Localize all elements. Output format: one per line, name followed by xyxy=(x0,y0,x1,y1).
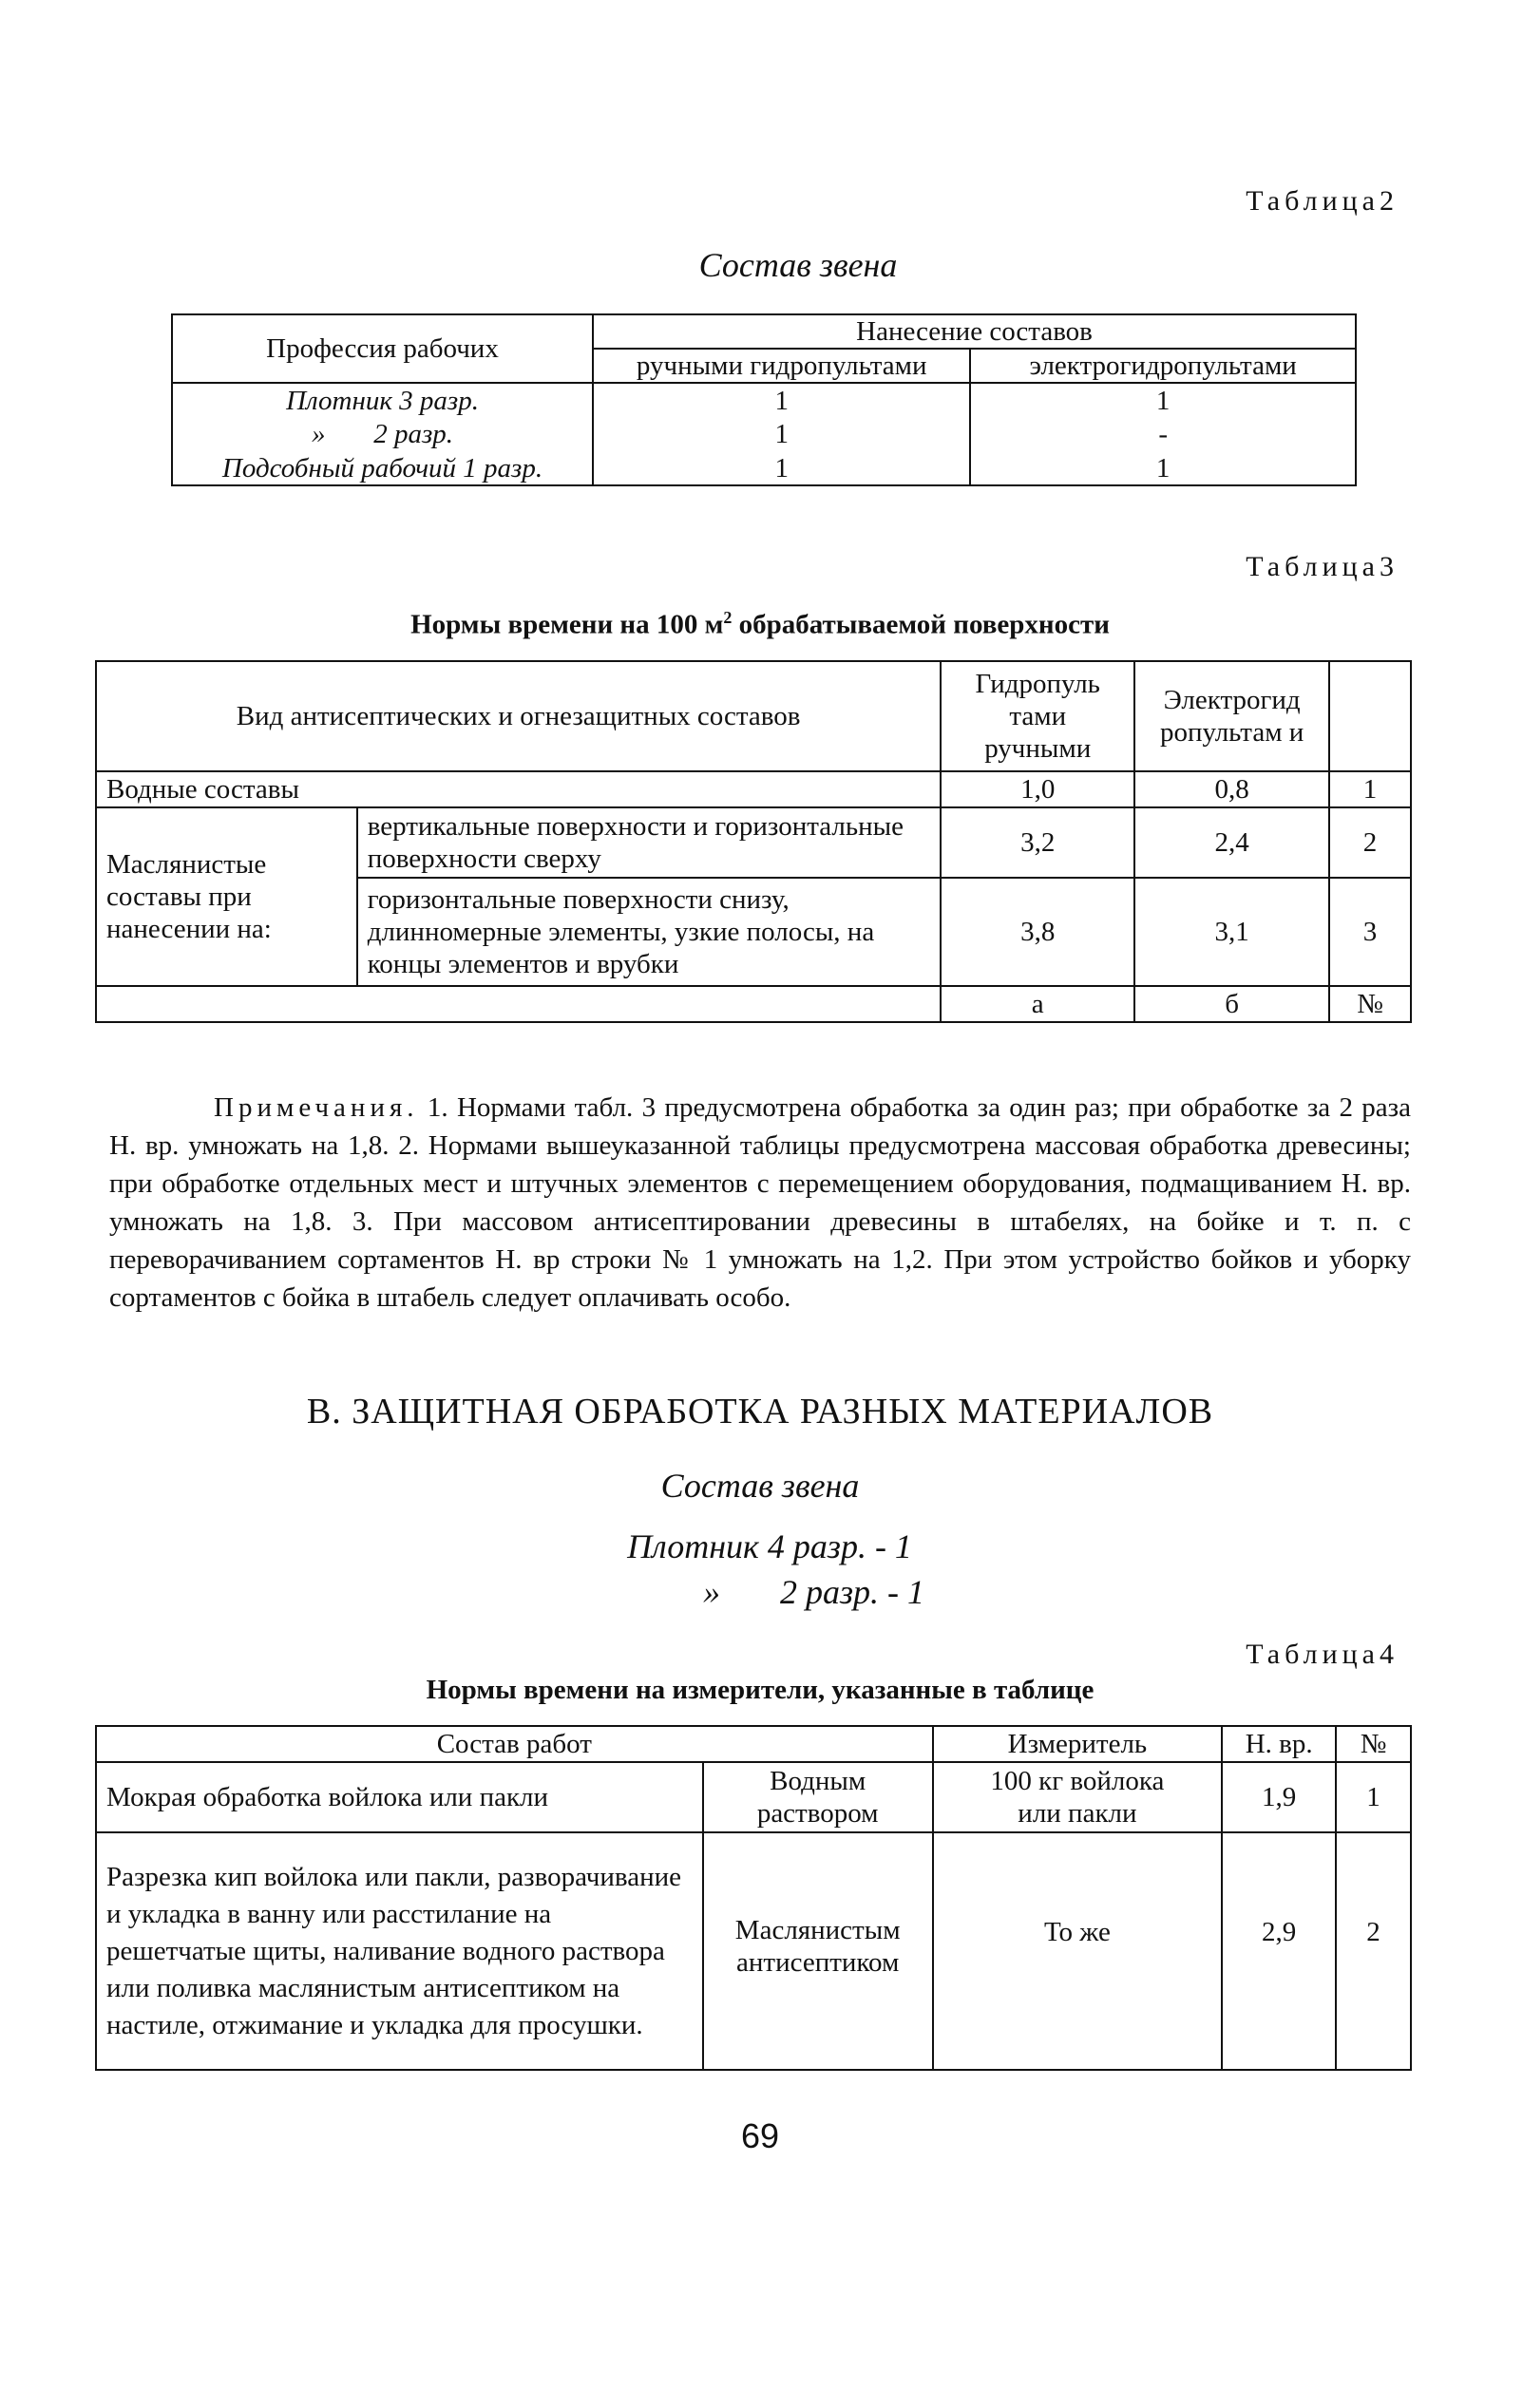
crew-head-application: Нанесение составов xyxy=(593,314,1356,349)
crew-row-electro: - xyxy=(970,417,1356,451)
measures-row-work: Разрезка кип войлока или пакли, разворачивание и укладка в ванну или расстилание на решетчатые щиты, наливание водного раствора или поливка маслянистым антисептиком на настиле, отжимание и укладка для просушки. xyxy=(96,1832,703,2070)
measures-row-method: Маслянистым антисептиком xyxy=(703,1832,933,2070)
norms-row-label: Водные составы xyxy=(96,771,941,807)
norms-footer-no: № xyxy=(1329,986,1411,1022)
crew-row-electro: 1 xyxy=(970,383,1356,417)
norms-footer-a: а xyxy=(941,986,1134,1022)
norms-footer-empty xyxy=(96,986,941,1022)
measures-head-no: № xyxy=(1336,1726,1411,1762)
table-row xyxy=(172,417,1356,451)
table-row xyxy=(172,383,1356,417)
notes-text: 1. Нормами табл. 3 предусмотрена обработка за один раз; при обработке за 2 раза Н. вр. умножать на 1,8. 2. Нормами вышеуказанной таблицы предусмотрена массовая обработка древесины; при обработке отдельных мест и штучных элементов с перемещением оборудования, подмащиванием Н. вр. умножать на 1,8. 3. При массовом антисептировании древесины в штабелях, на бойке и т. п. с переворачиванием сортаментов Н. вр строки № 1 умножать на 1,2. При этом устройство бойков и уборку сортаментов с бойка в штабель следует оплачивать особо. xyxy=(109,1092,1411,1313)
table4-caption: Таблица4 xyxy=(1246,1639,1399,1670)
table2-title: Состав звена xyxy=(698,246,898,284)
norms-row-no: 1 xyxy=(1329,771,1411,807)
crew-row-manual: 1 xyxy=(593,451,970,485)
table3-title-text-end: обрабатываемой поверхности xyxy=(732,609,1110,640)
norms-row-b: 0,8 xyxy=(1134,771,1329,807)
norms-head-electro: Электрогид ропультам и xyxy=(1134,661,1329,771)
table2-caption: Таблица2 xyxy=(1246,185,1399,217)
norms-row-a: 3,2 xyxy=(941,807,1134,878)
page-number: 69 xyxy=(740,2116,780,2155)
table-row xyxy=(96,1762,1411,1832)
crew-head-manual: ручными гидропультами xyxy=(593,349,970,383)
crew-line-1: Плотник 4 разр. - 1 xyxy=(627,1527,912,1565)
norms-oil-label: Маслянистые составы при нанесении на: xyxy=(96,807,357,986)
norms-head-empty xyxy=(1329,661,1411,771)
table4-title: Нормы времени на измерители, указанные в таблице xyxy=(426,1675,1095,1705)
crew-row-name: Подсобный рабочий 1 разр. xyxy=(172,451,593,485)
norms-row-a: 1,0 xyxy=(941,771,1134,807)
notes xyxy=(109,1089,1411,1317)
crew-row-electro: 1 xyxy=(970,451,1356,485)
crew-row-manual: 1 xyxy=(593,383,970,417)
measures-head-norm: Н. вр. xyxy=(1222,1726,1336,1762)
table3-caption: Таблица3 xyxy=(1246,551,1399,582)
measures-head-unit: Измеритель xyxy=(933,1726,1223,1762)
measures-row-no: 2 xyxy=(1336,1832,1411,2070)
crew-line-2: » 2 разр. - 1 xyxy=(703,1573,925,1611)
norms-row-b: 2,4 xyxy=(1134,807,1329,878)
norms-row-b: 3,1 xyxy=(1134,878,1329,986)
norms-row-no: 2 xyxy=(1329,807,1411,878)
measures-row-norm: 2,9 xyxy=(1222,1832,1336,2070)
crew-head-electro: электрогидропультами xyxy=(970,349,1356,383)
crew-head-profession: Профессия рабочих xyxy=(172,314,593,383)
table3-title-sup: 2 xyxy=(723,608,733,627)
measures-table xyxy=(95,1725,1412,2071)
notes-lead: Примечания. xyxy=(214,1092,419,1123)
measures-row-method: Водным раствором xyxy=(703,1762,933,1832)
table-row xyxy=(96,986,1411,1022)
table-row xyxy=(96,1832,1411,2070)
table3-title-text: Нормы времени на 100 м xyxy=(410,609,724,640)
table3-title xyxy=(285,608,1235,641)
measures-row-unit: 100 кг войлока или пакли xyxy=(933,1762,1223,1832)
crew-row-name: Плотник 3 разр. xyxy=(172,383,593,417)
crew-title: Состав звена xyxy=(660,1467,860,1505)
norms-row-label: вертикальные поверхности и горизонтальные поверхности сверху xyxy=(357,807,942,878)
measures-row-no: 1 xyxy=(1336,1762,1411,1832)
section-heading: В. ЗАЩИТНАЯ ОБРАБОТКА РАЗНЫХ МАТЕРИАЛОВ xyxy=(306,1392,1214,1432)
measures-row-work: Мокрая обработка войлока или пакли xyxy=(96,1762,703,1832)
crew-row-manual: 1 xyxy=(593,417,970,451)
table-row xyxy=(172,451,1356,485)
crew-row-name: » 2 разр. xyxy=(172,417,593,451)
norms-footer-b: б xyxy=(1134,986,1329,1022)
table-row xyxy=(96,807,1411,878)
norms-table xyxy=(95,660,1412,1023)
measures-head-work: Состав работ xyxy=(96,1726,933,1762)
norms-row-label: горизонтальные поверхности снизу, длинномерные элементы, узкие полосы, на концы элементов и врубки xyxy=(357,878,942,986)
measures-row-norm: 1,9 xyxy=(1222,1762,1336,1832)
norms-row-a: 3,8 xyxy=(941,878,1134,986)
norms-head-type: Вид антисептических и огнезащитных составов xyxy=(96,661,941,771)
norms-head-manual: Гидропуль тами ручными xyxy=(941,661,1134,771)
table-row xyxy=(96,771,1411,807)
measures-row-unit: То же xyxy=(933,1832,1223,2070)
norms-row-no: 3 xyxy=(1329,878,1411,986)
crew-table xyxy=(171,313,1357,486)
